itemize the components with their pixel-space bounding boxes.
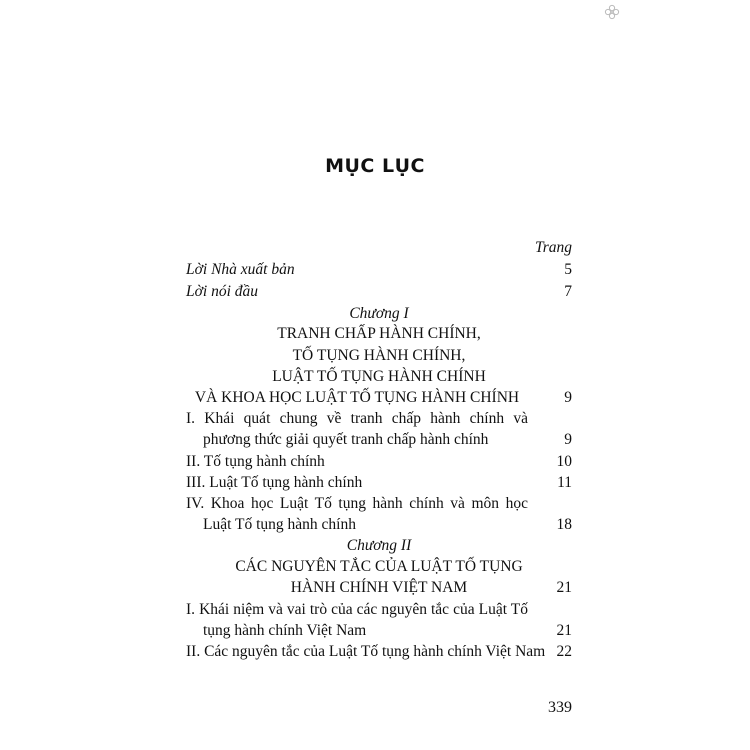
chapter-title-line[interactable]: TRANH CHẤP HÀNH CHÍNH, bbox=[277, 325, 481, 342]
toc-entry-page: 18 bbox=[556, 516, 572, 533]
toc-entry-page: 5 bbox=[564, 261, 572, 278]
chapter-heading: Chương I bbox=[349, 305, 409, 322]
toc-section-line[interactable]: tụng hành chính Việt Nam bbox=[203, 622, 367, 639]
toc-entry-page: 22 bbox=[556, 643, 572, 660]
toc-entry-page: 10 bbox=[556, 453, 572, 470]
toc-section-line[interactable]: II. Các nguyên tắc của Luật Tố tụng hành chính Việt Nam bbox=[186, 643, 546, 660]
flower-ornament-icon bbox=[604, 4, 620, 20]
toc-section-line[interactable]: I. Khái niệm và vai trò của các nguyên tắc của Luật Tố bbox=[186, 601, 528, 618]
toc-entry-page: 9 bbox=[564, 389, 572, 406]
toc-entry-page: 21 bbox=[556, 579, 572, 596]
toc-section-line[interactable]: II. Tố tụng hành chính bbox=[186, 453, 325, 470]
toc-section-line[interactable]: IV. Khoa học Luật Tố tụng hành chính và môn học bbox=[186, 495, 528, 512]
chapter-title-line[interactable]: HÀNH CHÍNH VIỆT NAM bbox=[290, 579, 468, 596]
toc-entry-label[interactable]: Lời nói đầu bbox=[186, 283, 259, 300]
toc-section-line[interactable]: phương thức giải quyết tranh chấp hành chính bbox=[203, 431, 489, 448]
toc-section-line[interactable]: Luật Tố tụng hành chính bbox=[203, 516, 356, 533]
toc-entry-page: 21 bbox=[556, 622, 572, 639]
toc-entry-label[interactable]: Lời Nhà xuất bản bbox=[186, 261, 295, 278]
chapter-title-line[interactable]: VÀ KHOA HỌC LUẬT TỐ TỤNG HÀNH CHÍNH bbox=[194, 389, 520, 406]
toc-section-line[interactable]: I. Khái quát chung về tranh chấp hành chính và bbox=[186, 410, 528, 427]
chapter-heading: Chương II bbox=[346, 537, 412, 554]
chapter-title-line[interactable]: LUẬT TỐ TỤNG HÀNH CHÍNH bbox=[272, 368, 486, 385]
page-column-label: Trang bbox=[534, 239, 572, 256]
chapter-title-line[interactable]: TỐ TỤNG HÀNH CHÍNH, bbox=[292, 347, 466, 364]
toc-entry-page: 9 bbox=[564, 431, 572, 448]
page-number: 339 bbox=[548, 699, 572, 716]
chapter-title-line[interactable]: CÁC NGUYÊN TẮC CỦA LUẬT TỐ TỤNG bbox=[235, 558, 523, 575]
page-title: MỤC LỤC bbox=[325, 155, 425, 177]
toc-entry-page: 7 bbox=[564, 283, 572, 300]
toc-entry-page: 11 bbox=[557, 474, 572, 491]
toc-section-line[interactable]: III. Luật Tố tụng hành chính bbox=[186, 474, 363, 491]
